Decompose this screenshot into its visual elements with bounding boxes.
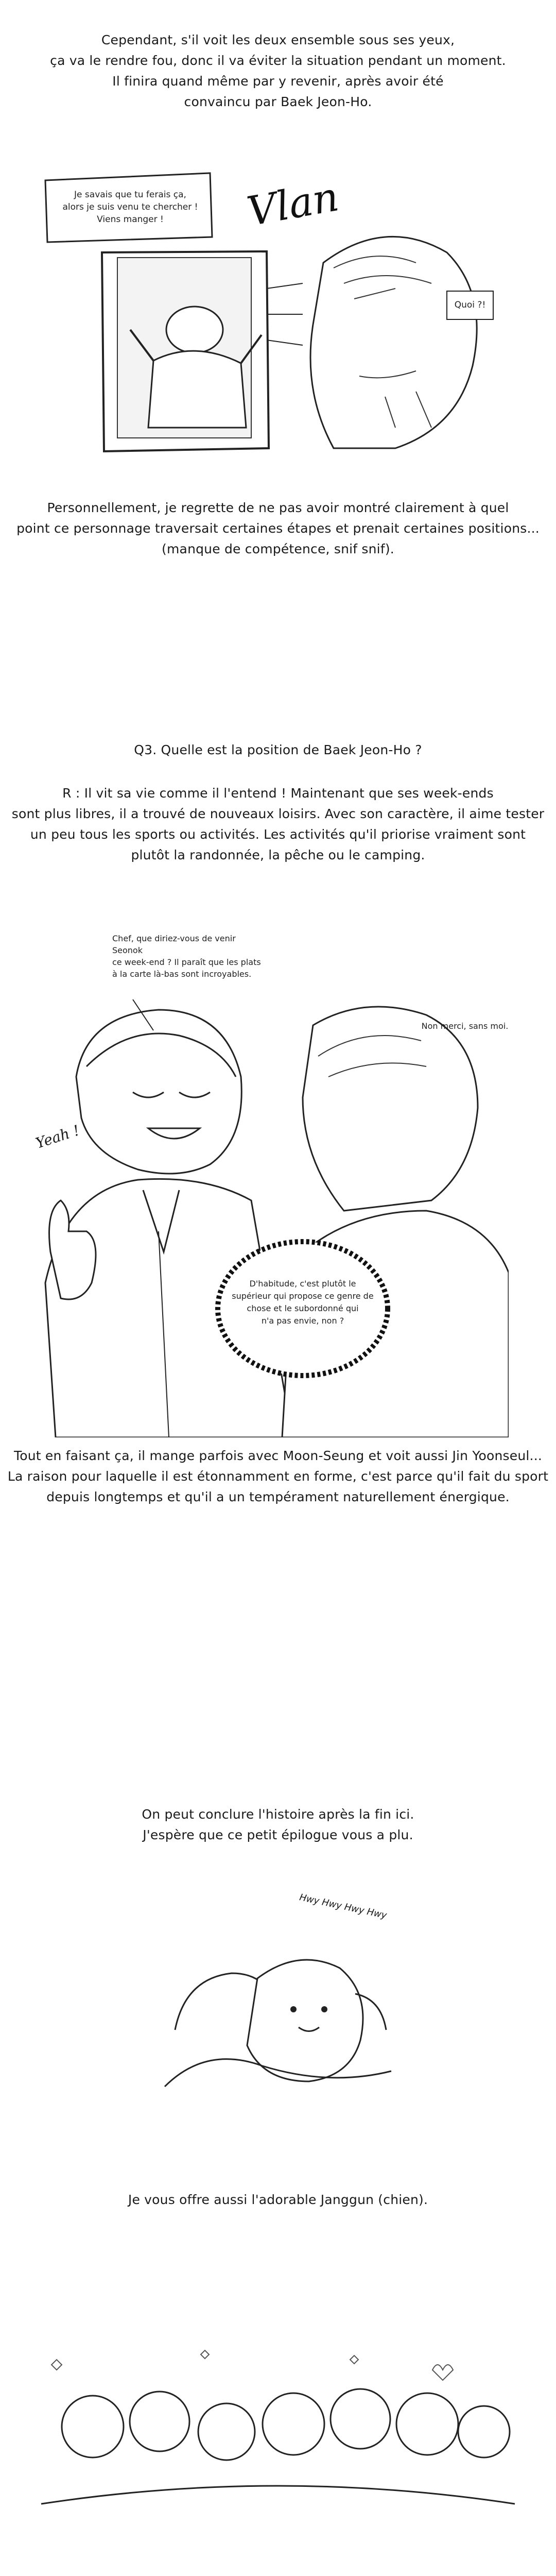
sfx-yeah: Yeah ! xyxy=(33,1122,82,1152)
paragraph-sport xyxy=(0,1446,556,1507)
intro-line: Cependant, s'il voit les deux ensemble sous ses yeux, xyxy=(101,32,455,47)
conclusion-line: J'espère que ce petit épilogue vous a plu. xyxy=(143,1827,413,1842)
bubble-line: ce week-end ? Il paraît que les plats xyxy=(112,957,261,967)
dog-hug-illustration xyxy=(144,1917,412,2102)
paragraph-line: La raison pour laquelle il est étonnamment en forme, c'est parce qu'il fait du sport xyxy=(7,1469,549,1484)
dog-caption-text: Je vous offre aussi l'adorable Janggun (chien). xyxy=(128,2192,428,2207)
comic-panel-weekend xyxy=(25,922,509,1437)
bubble-line: alors je suis venu te chercher ! xyxy=(62,202,198,212)
bubble-line: Chef, que diriez-vous de venir Seonok xyxy=(112,934,236,955)
group-illustration xyxy=(31,2334,525,2519)
comic-panel-door xyxy=(25,160,509,479)
paragraph-line: Tout en faisant ça, il mange parfois avec Moon-Seung et voit aussi Jin Yoonseul... xyxy=(13,1448,542,1463)
paragraph-line: Personnellement, je regrette de ne pas avoir montré clairement à quel xyxy=(47,500,509,515)
speech-bubble-decline: Non merci, sans moi. xyxy=(421,1021,509,1031)
speech-bubble-center xyxy=(231,1278,375,1327)
sfx-vlan: Vlan xyxy=(244,174,342,235)
bubble-line: D'habitude, c'est plutôt le xyxy=(249,1279,356,1289)
speech-bubble-top xyxy=(112,933,267,980)
comic-panel-dog xyxy=(144,1892,412,2102)
bubble-line: Je savais que tu ferais ça, xyxy=(74,190,186,200)
paragraph-regret xyxy=(0,498,556,560)
speech-bubble-right: Quoi ?! xyxy=(454,300,486,310)
conclusion-line: On peut conclure l'histoire après la fin ici. xyxy=(142,1807,414,1822)
conclusion-text xyxy=(0,1804,556,1845)
paragraph-line: point ce personnage traversait certaines étapes et prenait certaines positions... xyxy=(16,521,540,536)
answer-line: un peu tous les sports ou activités. Les activités qu'il priorise vraiment sont xyxy=(30,827,526,842)
intro-line: Il finira quand même par y revenir, après avoir été xyxy=(112,74,444,89)
bubble-line: Viens manger ! xyxy=(97,214,164,225)
comic-panel-group xyxy=(31,2334,525,2519)
intro-line: convaincu par Baek Jeon-Ho. xyxy=(184,94,372,109)
bubble-line: n'a pas envie, non ? xyxy=(261,1316,344,1326)
bubble-line: chose et le subordonné qui xyxy=(247,1303,359,1313)
speech-bubble-left xyxy=(56,189,205,226)
bubble-line: supérieur qui propose ce genre de xyxy=(232,1291,374,1301)
bubble-line: à la carte là-bas sont incroyables. xyxy=(112,969,252,979)
answer-line: plutôt la randonnée, la pêche ou le camping. xyxy=(131,848,425,862)
answer-line: sont plus libres, il a trouvé de nouveaux loisirs. Avec son caractère, il aime tester xyxy=(11,806,545,821)
paragraph-line: (manque de compétence, snif snif). xyxy=(162,541,394,556)
answer-text xyxy=(0,783,556,866)
sfx-hwy: Hwy Hwy Hwy Hwy xyxy=(298,1892,388,1921)
question-heading xyxy=(0,740,556,760)
paragraph-line: depuis longtemps et qu'il a un tempérament naturellement énergique. xyxy=(46,1489,510,1504)
dog-caption xyxy=(0,2190,556,2210)
intro-line: ça va le rendre fou, donc il va éviter la situation pendant un moment. xyxy=(50,53,506,68)
question-text: Q3. Quelle est la position de Baek Jeon-Ho ? xyxy=(134,742,422,757)
answer-line: R : Il vit sa vie comme il l'entend ! Maintenant que ses week-ends xyxy=(62,786,494,801)
weekend-illustration xyxy=(25,922,509,1437)
intro-text xyxy=(0,30,556,112)
